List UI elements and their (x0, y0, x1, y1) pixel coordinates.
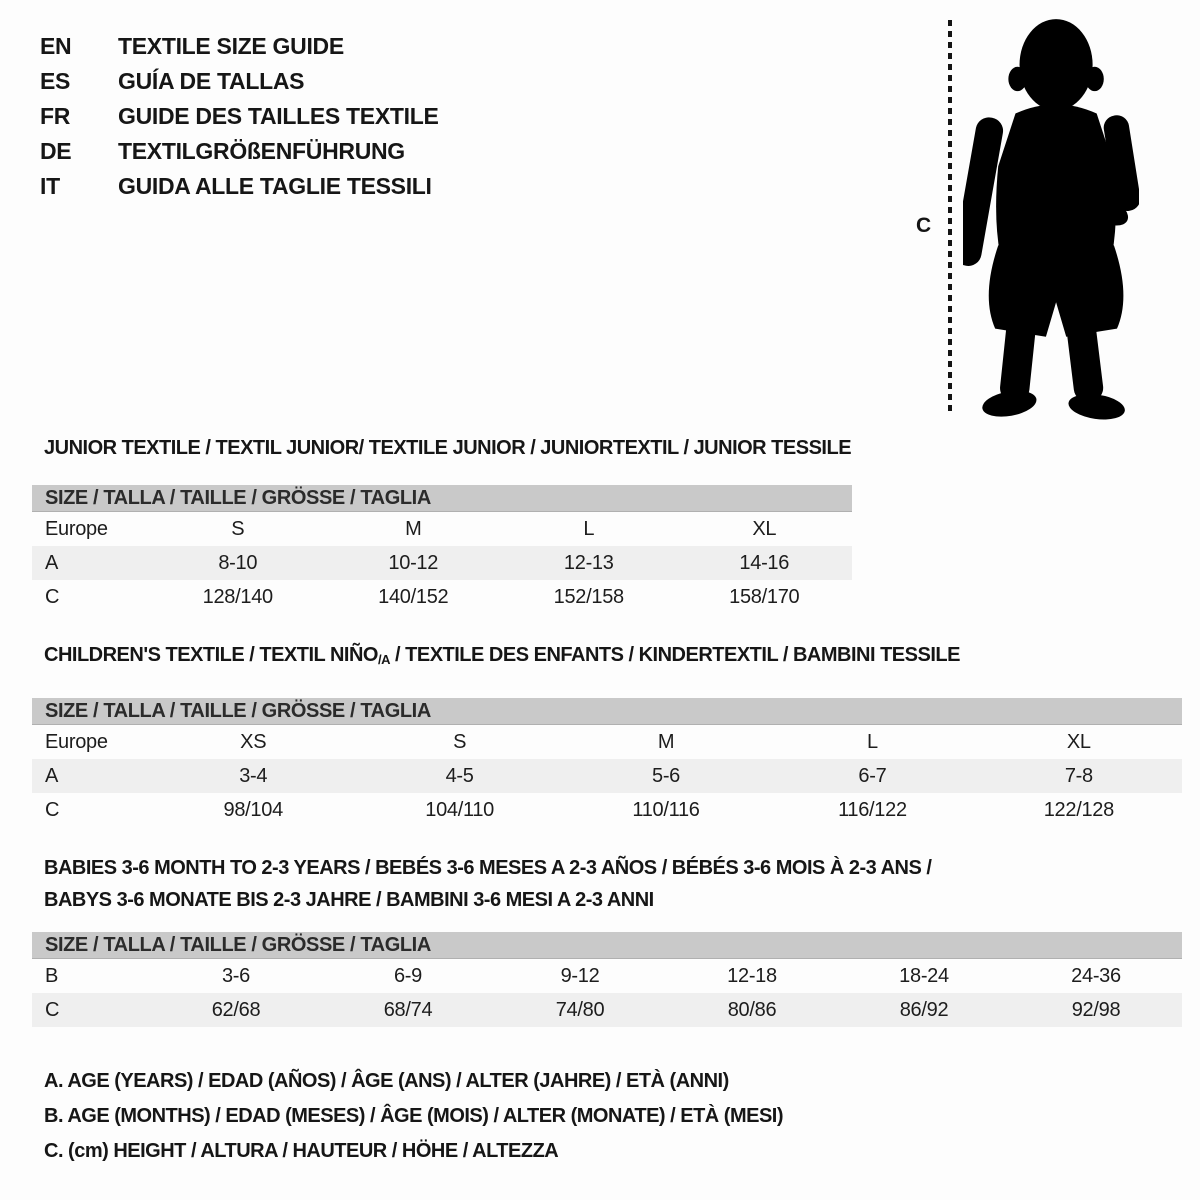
table-cell: L (867, 730, 878, 753)
language-title: GUÍA DE TALLAS (118, 68, 305, 94)
table-cell: 92/98 (1071, 998, 1121, 1021)
table-cell: 12-13 (563, 551, 614, 574)
title-text: CHILDREN'S TEXTILE / TEXTIL NIÑO (44, 644, 378, 666)
language-title: TEXTILGRÖßENFÜHRUNG (118, 138, 405, 164)
table-cell: L (583, 517, 595, 540)
language-title: GUIDE DES TAILLES TEXTILE (118, 103, 439, 129)
size-header-bar: SIZE / TALLA / TAILLE / GRÖSSE / TAGLIA (32, 932, 1182, 959)
table-cell: 122/128 (1043, 798, 1114, 821)
table-row (32, 993, 1182, 1027)
table-cell: 3-4 (239, 764, 268, 787)
table-cell: 14-16 (739, 551, 790, 574)
table-cell: 68/74 (383, 998, 433, 1021)
table-cell: 62/68 (211, 998, 261, 1021)
row-label: A (45, 551, 59, 574)
table-cell: 6-9 (393, 964, 422, 987)
section-babies-textile (32, 852, 1182, 1027)
table-cell: 80/86 (727, 998, 777, 1021)
table-row (32, 512, 852, 546)
table-row (32, 959, 1182, 993)
language-row (40, 64, 439, 99)
table-cell: 3-6 (221, 964, 250, 987)
title-text: JUNIOR TEXTILE / TEXTIL JUNIOR/ TEXTILE JUNIOR / JUNIORTEXTIL / JUNIOR TESSILE (44, 437, 852, 459)
babies-size-table (32, 932, 1182, 1027)
table-cell: 4-5 (445, 764, 474, 787)
table-cell: 12-18 (727, 964, 777, 987)
row-label: Europe (45, 517, 108, 540)
table-cell: XS (240, 730, 267, 753)
legend (44, 1064, 783, 1169)
language-row (40, 134, 439, 169)
table-cell: 8-10 (218, 551, 258, 574)
title-text: BABIES 3-6 MONTH TO 2-3 YEARS / BEBÉS 3-6 MESES A 2-3 AÑOS / BÉBÉS 3-6 MOIS À 2-3 ANS / (44, 857, 932, 879)
table-row (32, 546, 852, 580)
table-cell: 74/80 (555, 998, 605, 1021)
toddler-silhouette-icon (963, 14, 1139, 420)
table-cell: 18-24 (899, 964, 949, 987)
language-code: FR (40, 103, 71, 129)
table-cell: 86/92 (899, 998, 949, 1021)
table-row (32, 759, 1182, 793)
table-cell: 98/104 (223, 798, 283, 821)
section-title-line (44, 438, 852, 458)
row-label: C (45, 998, 60, 1021)
table-cell: 6-7 (858, 764, 887, 787)
size-header-bar: SIZE / TALLA / TAILLE / GRÖSSE / TAGLIA (32, 698, 1182, 725)
row-label: Europe (45, 730, 108, 753)
table-row (32, 725, 1182, 759)
table-cell: S (231, 517, 245, 540)
size-header-bar: SIZE / TALLA / TAILLE / GRÖSSE / TAGLIA (32, 485, 852, 512)
row-label: C (45, 585, 60, 608)
table-cell: 10-12 (388, 551, 439, 574)
language-title: TEXTILE SIZE GUIDE (118, 33, 344, 59)
language-row (40, 169, 439, 204)
table-cell: 158/170 (729, 585, 800, 608)
table-cell: 24-36 (1071, 964, 1121, 987)
section-title-line (44, 884, 1182, 916)
table-cell: XL (1066, 730, 1091, 753)
table-cell: 104/110 (425, 798, 494, 821)
section-title-line (44, 645, 1182, 670)
section-childrens-textile (32, 645, 1182, 827)
language-list (40, 29, 439, 204)
section-title-line (44, 852, 1182, 884)
title-text: BABYS 3-6 MONATE BIS 2-3 JAHRE / BAMBINI 3-6 MESI A 2-3 ANNI (44, 889, 654, 911)
table-body (32, 725, 1182, 827)
language-row (40, 99, 439, 134)
language-code: EN (40, 33, 72, 59)
title-subscript: /A (377, 652, 390, 667)
section-title (44, 852, 1182, 916)
table-cell: XL (752, 517, 777, 540)
table-cell: 9-12 (560, 964, 600, 987)
section-title (44, 645, 1182, 670)
table-body (32, 959, 1182, 1027)
language-code: ES (40, 68, 71, 94)
table-row (32, 580, 852, 614)
table-cell: 5-6 (652, 764, 681, 787)
legend-line-c: C. (cm) HEIGHT / ALTURA / HAUTEUR / HÖHE / ALTEZZA (44, 1140, 559, 1162)
children-size-table (32, 698, 1182, 827)
table-cell: 128/140 (202, 585, 273, 608)
language-code: IT (40, 173, 60, 199)
language-title: GUIDA ALLE TAGLIE TESSILI (118, 173, 432, 199)
section-title (44, 438, 852, 458)
table-cell: M (405, 517, 422, 540)
language-row (40, 29, 439, 64)
table-cell: 152/158 (553, 585, 624, 608)
table-row (32, 793, 1182, 827)
table-cell: 140/152 (378, 585, 449, 608)
section-junior-textile (32, 438, 852, 614)
legend-line-a: A. AGE (YEARS) / EDAD (AÑOS) / ÂGE (ANS) / ALTER (JAHRE) / ETÀ (ANNI) (44, 1070, 729, 1092)
table-cell: M (657, 730, 675, 753)
table-body (32, 512, 852, 614)
junior-size-table (32, 485, 852, 614)
table-cell: 116/122 (838, 798, 907, 821)
height-measure-dotted-line (948, 20, 952, 416)
language-code: DE (40, 138, 72, 164)
title-text: / TEXTILE DES ENFANTS / KINDERTEXTIL / BAMBINI TESSILE (389, 644, 960, 666)
legend-line-b: B. AGE (MONTHS) / EDAD (MESES) / ÂGE (MOIS) / ALTER (MONATE) / ETÀ (MESI) (44, 1105, 784, 1127)
row-label: C (45, 798, 60, 821)
row-label: B (45, 964, 59, 987)
table-cell: 110/116 (632, 798, 700, 821)
row-label: A (45, 764, 59, 787)
measure-c-label: C (916, 214, 932, 237)
table-cell: S (453, 730, 467, 753)
table-cell: 7-8 (1064, 764, 1093, 787)
